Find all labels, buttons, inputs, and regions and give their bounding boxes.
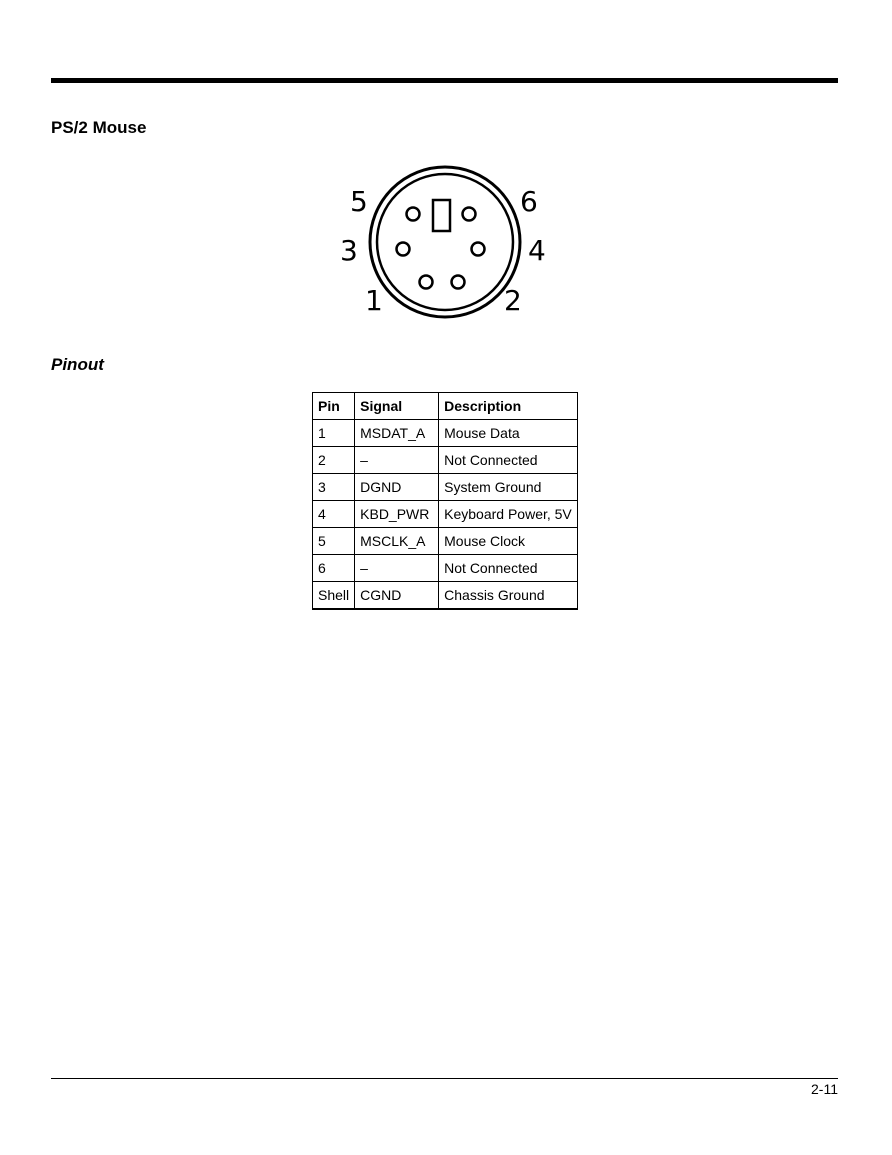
cell-signal: MSDAT_A [355,420,439,447]
cell-signal: – [355,447,439,474]
pin-label-6: 6 [520,185,538,218]
pinout-table [312,392,578,610]
pin-hole-6 [463,208,476,221]
cell-pin: 6 [313,555,355,582]
connector-inner-ring [377,174,513,310]
cell-pin: 1 [313,420,355,447]
table-row [313,474,578,501]
cell-pin: 4 [313,501,355,528]
pin-hole-3 [397,243,410,256]
cell-pin: 2 [313,447,355,474]
table-header-row [313,393,578,420]
table-row [313,555,578,582]
pin-label-5: 5 [350,185,368,218]
page-number: 2-11 [811,1081,838,1097]
section-title: PS/2 Mouse [51,118,147,137]
header-rule [51,78,838,83]
cell-description: Not Connected [439,555,578,582]
table-row [313,420,578,447]
cell-pin: 3 [313,474,355,501]
pin-hole-5 [407,208,420,221]
connector-key [433,200,450,231]
pin-label-3: 3 [340,234,358,267]
cell-description: System Ground [439,474,578,501]
pin-label-4: 4 [528,234,546,267]
pin-label-1: 1 [365,284,383,317]
pinout-title: Pinout [51,355,104,374]
footer-rule [51,1078,838,1079]
cell-signal: DGND [355,474,439,501]
cell-signal: CGND [355,582,439,610]
table-row [313,582,578,610]
cell-signal: – [355,555,439,582]
header-signal: Signal [355,393,439,420]
cell-signal: KBD_PWR [355,501,439,528]
header-description: Description [439,393,578,420]
cell-pin: Shell [313,582,355,610]
cell-signal: MSCLK_A [355,528,439,555]
cell-description: Mouse Clock [439,528,578,555]
pin-hole-1 [420,276,433,289]
cell-description: Mouse Data [439,420,578,447]
pin-hole-4 [472,243,485,256]
pin-label-2: 2 [504,284,522,317]
cell-description: Chassis Ground [439,582,578,610]
table-row [313,447,578,474]
cell-pin: 5 [313,528,355,555]
pin-hole-2 [452,276,465,289]
table-row [313,528,578,555]
ps2-connector-diagram [330,160,560,325]
cell-description: Not Connected [439,447,578,474]
header-pin: Pin [313,393,355,420]
cell-description: Keyboard Power, 5V [439,501,578,528]
table-row [313,501,578,528]
